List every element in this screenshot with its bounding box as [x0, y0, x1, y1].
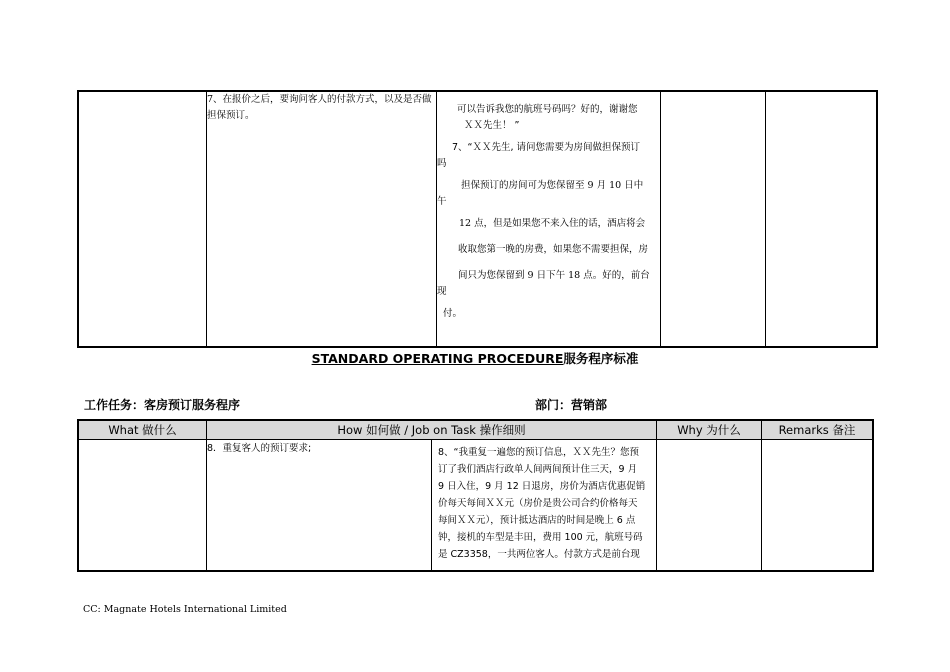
dialogue-line: 7、“ＸＸ先生, 请问您需要为房间做担保预订 — [452, 142, 641, 153]
dialogue-line: 是 CZ3358，一共两位客人。付款方式是前台现 — [438, 549, 640, 560]
dialogue-line: 付。 — [443, 308, 463, 319]
title-chinese: 服务程序标准 — [563, 351, 639, 366]
dialogue-line: 价每天每间ＸＸ元（房价是贵公司合约价格每天 — [438, 498, 638, 509]
dialogue-line: 收取您第一晚的房费，如果您不需要担保，房 — [458, 244, 649, 255]
dialogue-line: 现 — [437, 286, 447, 297]
step-8-instruction: 8．重复客人的预订要求; — [207, 440, 432, 571]
task-label: 工作任务：客房预订服务程序 — [84, 398, 241, 412]
header-why: Why 为什么 — [657, 420, 762, 440]
title-english: STANDARD OPERATING PROCEDURE — [311, 351, 564, 366]
step-7-instruction: 7、在报价之后，要询问客人的付款方式，以及是否做担保预订。 — [207, 91, 437, 347]
dialogue-line: 可以告诉我您的航班号码吗？好的，谢谢您 — [457, 104, 638, 115]
step-8-dialogue — [432, 440, 657, 571]
dialogue-line: 每间ＸＸ元），预计抵达酒店的时间是晚上 6 点 — [438, 515, 636, 526]
footer: CC: Magnate Hotels International Limited — [83, 604, 287, 615]
remarks-cell — [762, 440, 874, 571]
dialogue-line: 担保预订的房间可为您保留至 9 月 10 日中 — [461, 180, 644, 191]
dialogue-line: 吗 — [437, 158, 447, 169]
dialogue-line: 订了我们酒店行政单人间两间预计住三天，9 月 — [438, 464, 638, 475]
why-cell — [657, 440, 762, 571]
header-what: What 做什么 — [78, 420, 207, 440]
dialogue-line: 9 日入住，9 月 12 日退房，房价为酒店优惠促销 — [438, 481, 646, 492]
what-cell — [78, 440, 207, 571]
dialogue-line: 12 点，但是如果您不来入住的话，酒店将会 — [459, 218, 646, 229]
department-label: 部门：营销部 — [535, 398, 608, 412]
dialogue-line: 钟，接机的车型是丰田，费用 100 元，航班号码 — [438, 532, 643, 543]
what-cell — [78, 91, 207, 347]
step-7-dialogue — [437, 91, 661, 347]
dialogue-line: ＸＸ先生！ ” — [464, 120, 520, 131]
dialogue-line: 间只为您保留到 9 日下午 18 点。好的，前台 — [458, 270, 650, 281]
procedure-table — [77, 419, 874, 572]
remarks-cell — [766, 91, 878, 347]
page-title — [0, 349, 950, 367]
header-remarks: Remarks 备注 — [762, 420, 874, 440]
dialogue-line: 午 — [437, 196, 447, 207]
procedure-table-continued — [77, 90, 878, 348]
header-how: How 如何做 / Job on Task 操作细则 — [207, 420, 657, 440]
dialogue-line: 8、“我重复一遍您的预订信息，ＸＸ先生？您预 — [438, 447, 639, 458]
